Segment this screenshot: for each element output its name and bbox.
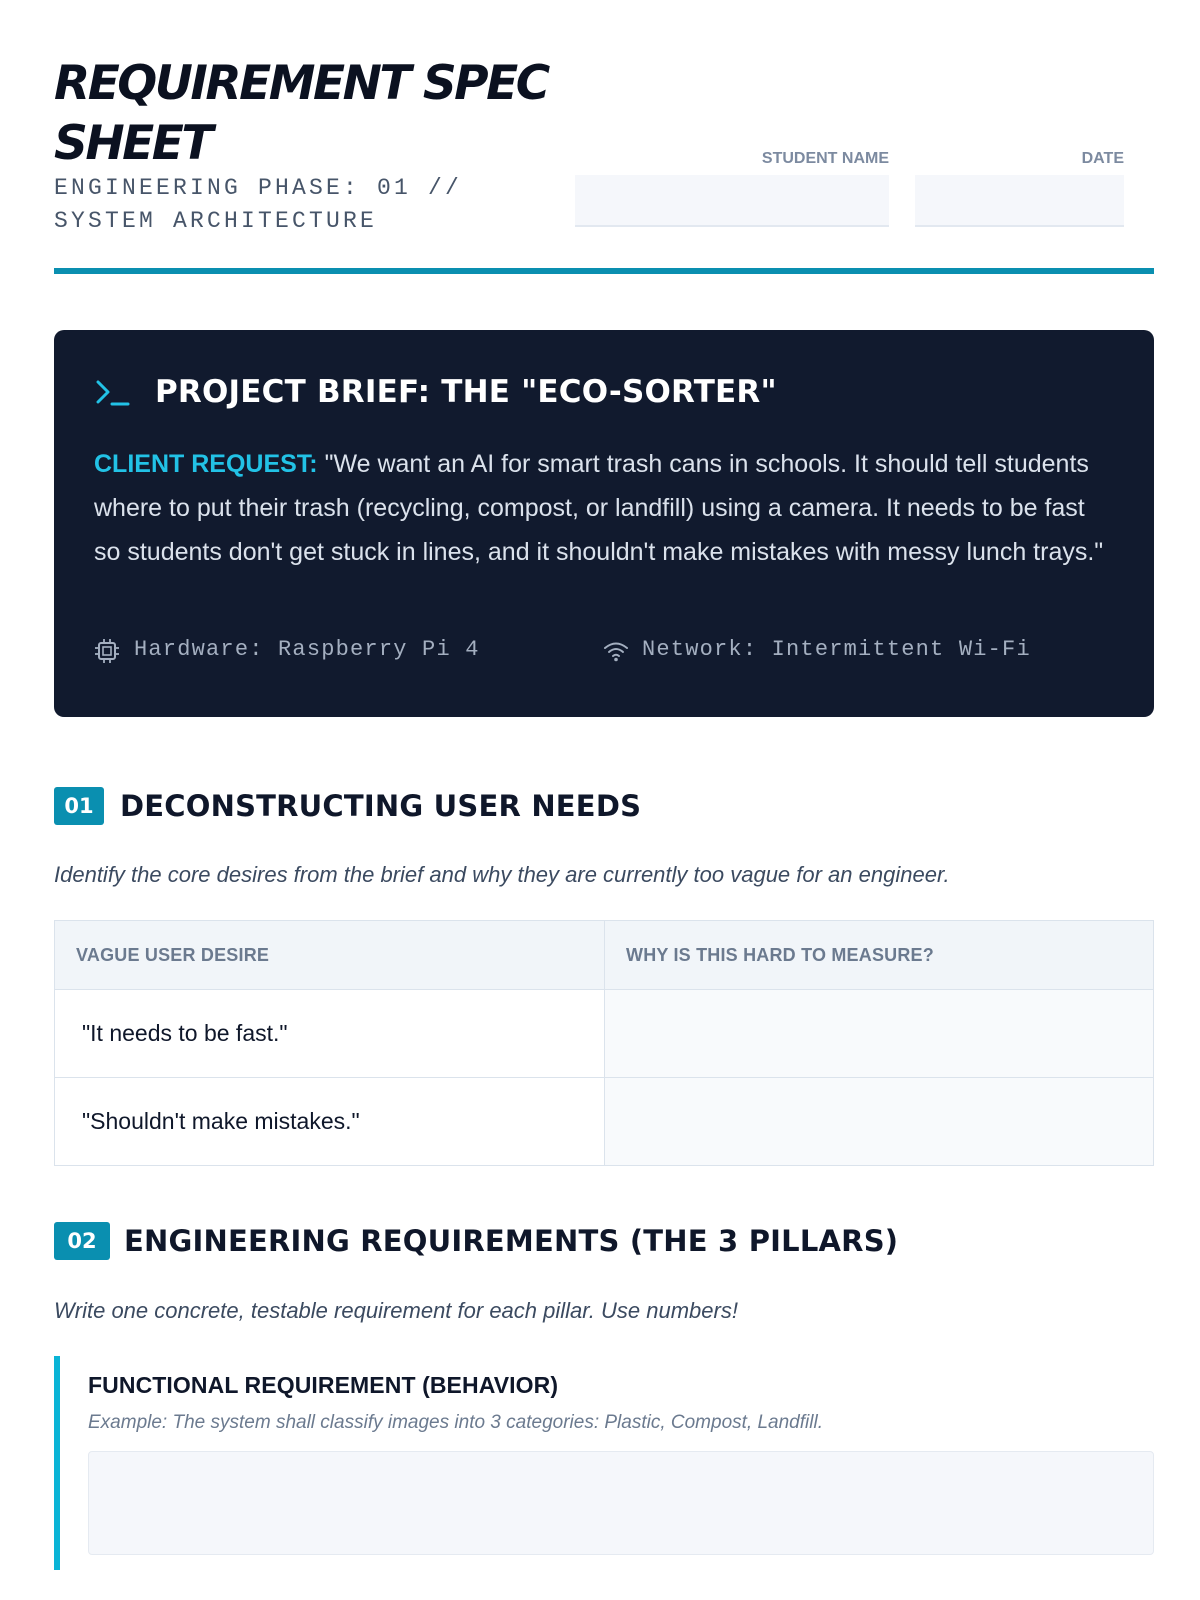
column-header: VAGUE USER DESIRE [76,944,270,965]
student-name-field[interactable] [575,175,889,227]
pillar-title: FUNCTIONAL REQUIREMENT (BEHAVIOR) [88,1372,559,1398]
client-request [94,442,1104,574]
table-header-row [55,921,1153,989]
section-title: DECONSTRUCTING USER NEEDS [120,789,642,823]
page-title-line1: REQUIREMENT SPEC [54,56,548,111]
date-field[interactable] [915,175,1124,227]
answer-cell[interactable] [604,990,1153,1077]
section-title: ENGINEERING REQUIREMENTS (THE 3 PILLARS) [124,1224,899,1258]
page-title [54,54,614,174]
project-brief-panel [54,330,1154,717]
user-needs-table [54,920,1154,1166]
terminal-prompt-icon [94,374,134,414]
table-row [55,989,1153,1077]
spec-sheet-page [54,0,1154,1600]
section-description: Identify the core desires from the brief and why they are currently too vague for an engineer. [54,862,950,887]
functional-requirement-field[interactable] [88,1451,1154,1555]
section-description: Write one concrete, testable requirement for each pillar. Use numbers! [54,1298,738,1323]
pillar-example: Example: The system shall classify images into 3 categories: Plastic, Compost, Landfill. [88,1412,823,1433]
header-divider [54,268,1154,274]
client-request-label: CLIENT REQUEST: [94,450,318,478]
wifi-icon [602,638,630,664]
section-number-badge: 02 [54,1222,110,1260]
column-header: WHY IS THIS HARD TO MEASURE? [604,921,1153,989]
answer-cell[interactable] [604,1078,1153,1165]
page-title-line2: SHEET [54,116,211,171]
student-name-label: STUDENT NAME [761,150,889,167]
brief-title: PROJECT BRIEF: THE "ECO-SORTER" [155,374,777,410]
date-label: DATE [1081,150,1124,167]
client-request-text: "We want an AI for smart trash cans in schools. It should tell students where to put their trash (recycling, compost, or landfill) using a camera. It needs to be fast so students don't get stuck in lines, and it shouldn't make mistakes with messy lunch trays." [94,450,1104,566]
hardware-text: Hardware: Raspberry Pi 4 [134,637,480,662]
cpu-chip-icon [94,638,120,664]
page-subtitle: ENGINEERING PHASE: 01 // SYSTEM ARCHITECTURE [54,175,463,234]
vague-desire-cell: "Shouldn't make mistakes." [82,1108,360,1134]
network-text: Network: Intermittent Wi-Fi [642,637,1031,662]
vague-desire-cell: "It needs to be fast." [82,1020,288,1046]
pillar-accent-bar [54,1356,60,1570]
table-row [55,1077,1153,1165]
section-number-badge: 01 [54,787,104,825]
